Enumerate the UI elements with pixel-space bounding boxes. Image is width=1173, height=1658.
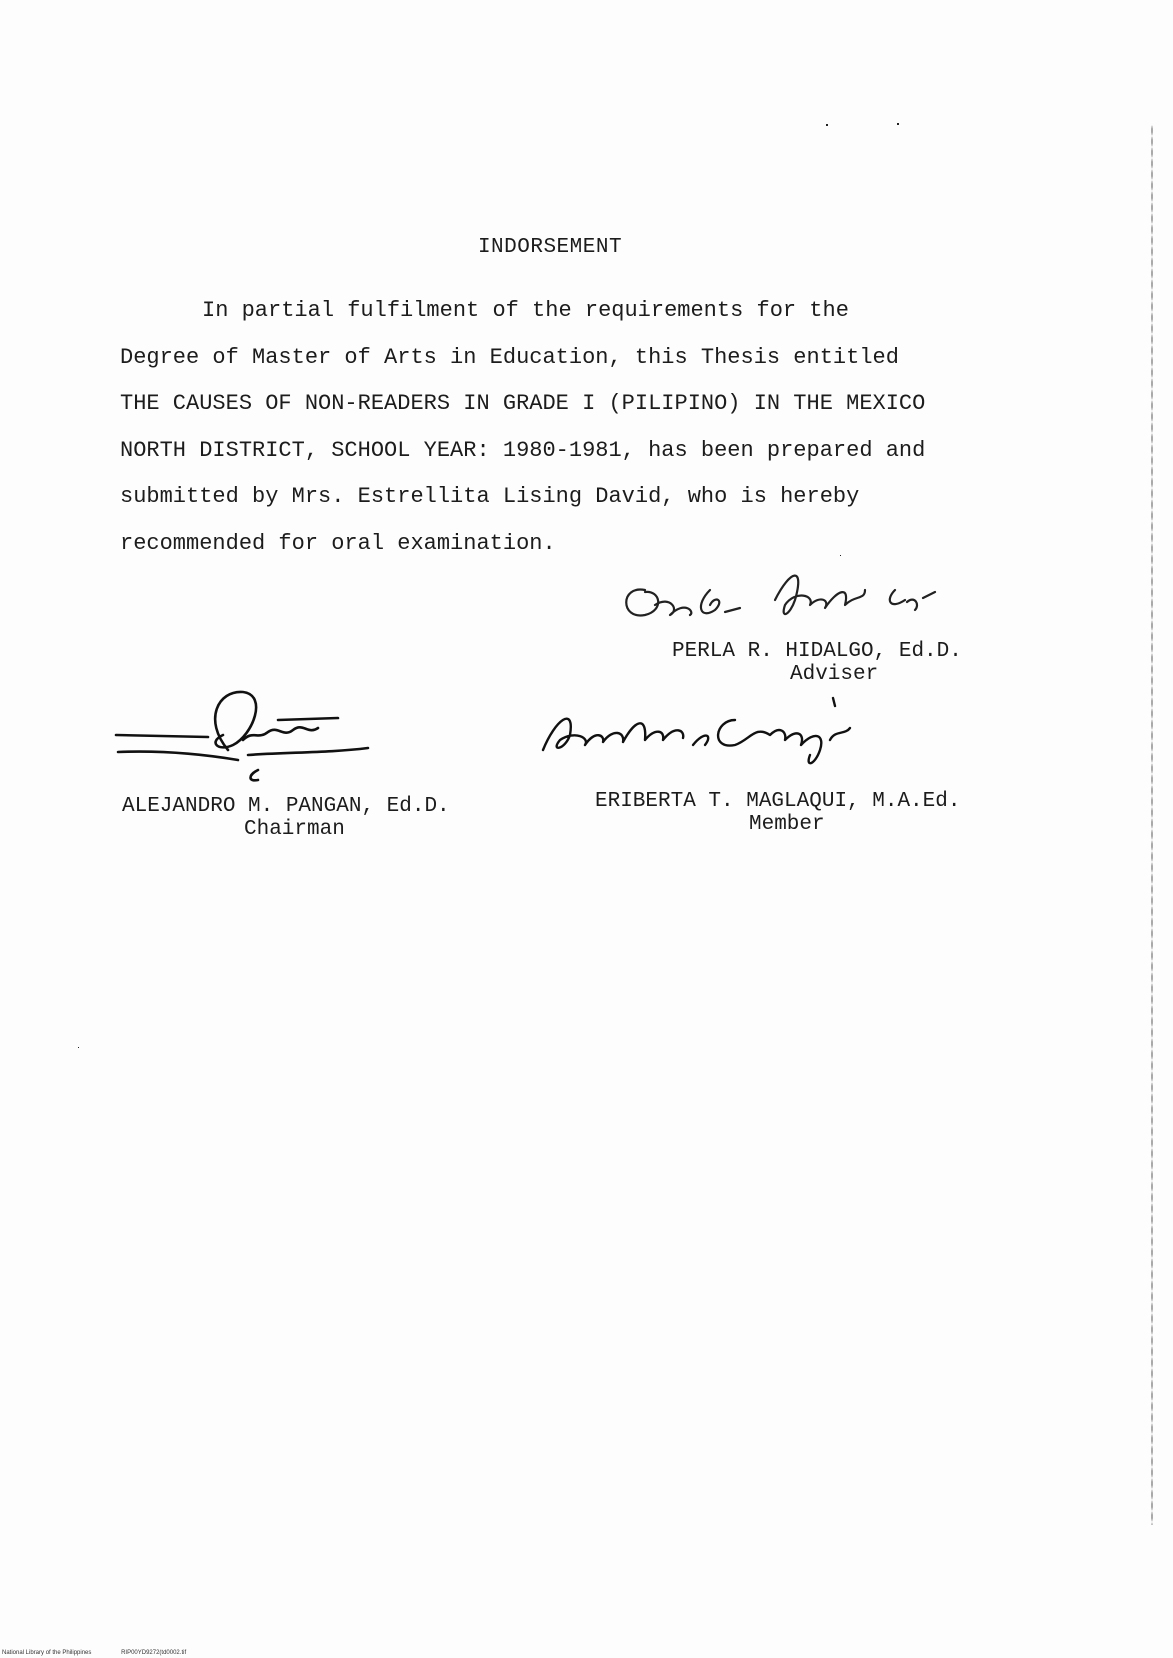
adviser-block [672,640,962,686]
footer-file: RIP00YD9272(td0002.tif [121,1650,187,1656]
member-name: ERIBERTA T. MAGLAQUI, M.A.Ed. [595,790,961,813]
indorsement-paragraph [120,288,1000,567]
adviser-role: Adviser [790,663,879,686]
paragraph-line: submitted by Mrs. Estrellita Lising David, who is hereby [120,484,860,509]
document-title: INDORSEMENT [477,236,623,259]
adviser-signature [615,560,975,640]
paragraph-line: Degree of Master of Arts in Education, this Thesis entitled [120,344,899,370]
chairman-signature [108,680,388,795]
paragraph-line: THE CAUSES OF NON-READERS IN GRADE I (PILIPINO) IN THE MEXICO [120,391,926,416]
member-signature [535,690,865,775]
member-block [595,790,960,836]
paragraph-line: NORTH DISTRICT, SCHOOL YEAR: 1980-1981, has been prepared and [120,437,926,463]
member-role: Member [749,813,825,836]
chairman-name: ALEJANDRO M. PANGAN, Ed.D. [122,795,450,818]
footer-source: National Library of the Philippines [2,1650,92,1656]
scan-footer [2,1650,214,1656]
scan-edge-artifact [1151,125,1153,1525]
adviser-name: PERLA R. HIDALGO, Ed.D. [672,640,962,663]
chairman-block [122,795,450,841]
paragraph-line: recommended for oral examination. [120,530,556,556]
paragraph-line: In partial fulfilment of the requirements for the [202,298,849,323]
chairman-role: Chairman [244,818,345,841]
